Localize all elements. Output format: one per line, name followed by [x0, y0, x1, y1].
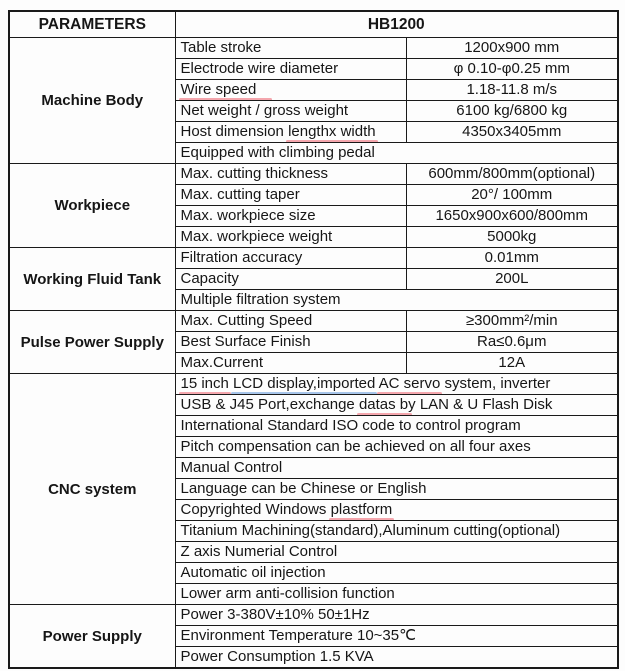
param-cell: Filtration accuracy: [175, 248, 406, 269]
table-header-model: HB1200: [175, 11, 618, 38]
param-cell: Max. cutting taper: [175, 185, 406, 206]
value-cell: 6100 kg/6800 kg: [406, 101, 618, 122]
underline-pink-segment: AC servo: [378, 375, 441, 392]
param-cell: Max. cutting thickness: [175, 164, 406, 185]
full-span-cell: Manual Control: [175, 458, 618, 479]
full-span-cell: [175, 395, 618, 416]
param-cell: Net weight / gross weight: [175, 101, 406, 122]
param-cell: Capacity: [175, 269, 406, 290]
table-row: [9, 605, 618, 626]
value-cell: Ra≤0.6μm: [406, 332, 618, 353]
param-cell: Electrode wire diameter: [175, 59, 406, 80]
underline-pink-segment: plastform: [330, 501, 393, 518]
value-cell: 12A: [406, 353, 618, 374]
section-label-working-fluid-tank: Working Fluid Tank: [9, 248, 175, 311]
specifications-table: [8, 10, 619, 669]
full-span-cell: [175, 500, 618, 521]
param-cell: Best Surface Finish: [175, 332, 406, 353]
full-span-cell: Titanium Machining(standard),Aluminum cutting(optional): [175, 521, 618, 542]
param-cell: Table stroke: [175, 38, 406, 59]
section-label-pulse-power-supply: Pulse Power Supply: [9, 311, 175, 374]
cell-text: by LAN & U Flash Disk: [395, 396, 553, 413]
value-cell: φ 0.10-φ0.25 mm: [406, 59, 618, 80]
underline-pink-segment: Wire speed: [180, 81, 257, 98]
underline-pink-segment: datas: [358, 396, 396, 413]
full-span-cell: Language can be Chinese or English: [175, 479, 618, 500]
table-header-parameters: PARAMETERS: [9, 11, 175, 38]
value-cell: 4350x3405mm: [406, 122, 618, 143]
value-cell: 0.01mm: [406, 248, 618, 269]
cell-text: Copyrighted Windows: [180, 501, 331, 518]
section-label-workpiece: Workpiece: [9, 164, 175, 248]
full-span-cell: Equipped with climbing pedal: [175, 143, 618, 164]
table-row: [9, 374, 618, 395]
table-header-row: [9, 11, 618, 38]
full-span-cell: Multiple filtration system: [175, 290, 618, 311]
section-label-machine-body: Machine Body: [9, 38, 175, 164]
value-cell: 20°/ 100mm: [406, 185, 618, 206]
param-cell: [175, 122, 406, 143]
full-span-cell: [175, 374, 618, 395]
full-span-cell: Pitch compensation can be achieved on all four axes: [175, 437, 618, 458]
table-row: [9, 164, 618, 185]
full-span-cell: Lower arm anti-collision function: [175, 584, 618, 605]
param-cell: Max. workpiece size: [175, 206, 406, 227]
param-cell: [175, 80, 406, 101]
param-cell: Max. Cutting Speed: [175, 311, 406, 332]
value-cell: ≥300mm²/min: [406, 311, 618, 332]
full-span-cell: International Standard ISO code to control program: [175, 416, 618, 437]
full-span-cell: Z axis Numerial Control: [175, 542, 618, 563]
cell-text: system, inverter: [440, 375, 551, 392]
full-span-cell: Power Consumption 1.5 KVA: [175, 647, 618, 669]
underline-pink-segment: lengthx width: [288, 123, 376, 140]
table-row: [9, 38, 618, 59]
full-span-cell: Power 3-380V±10% 50±1Hz: [175, 605, 618, 626]
section-label-power-supply: Power Supply: [9, 605, 175, 669]
full-span-cell: Automatic oil injection: [175, 563, 618, 584]
param-cell: Max. workpiece weight: [175, 227, 406, 248]
table-row: [9, 311, 618, 332]
underline-blue-segment: LCD display,imported: [233, 375, 376, 392]
cell-text: USB & J45 Port,exchange: [180, 396, 359, 413]
underline-pink-segment: 15 inch: [180, 375, 229, 392]
value-cell: 1.18-11.8 m/s: [406, 80, 618, 101]
value-cell: 600mm/800mm(optional): [406, 164, 618, 185]
param-text: Host dimension: [180, 123, 289, 140]
section-label-cnc-system: CNC system: [9, 374, 175, 605]
param-cell: Max.Current: [175, 353, 406, 374]
value-cell: 5000kg: [406, 227, 618, 248]
full-span-cell: Environment Temperature 10~35℃: [175, 626, 618, 647]
value-cell: 200L: [406, 269, 618, 290]
table-row: [9, 248, 618, 269]
value-cell: 1200x900 mm: [406, 38, 618, 59]
value-cell: 1650x900x600/800mm: [406, 206, 618, 227]
